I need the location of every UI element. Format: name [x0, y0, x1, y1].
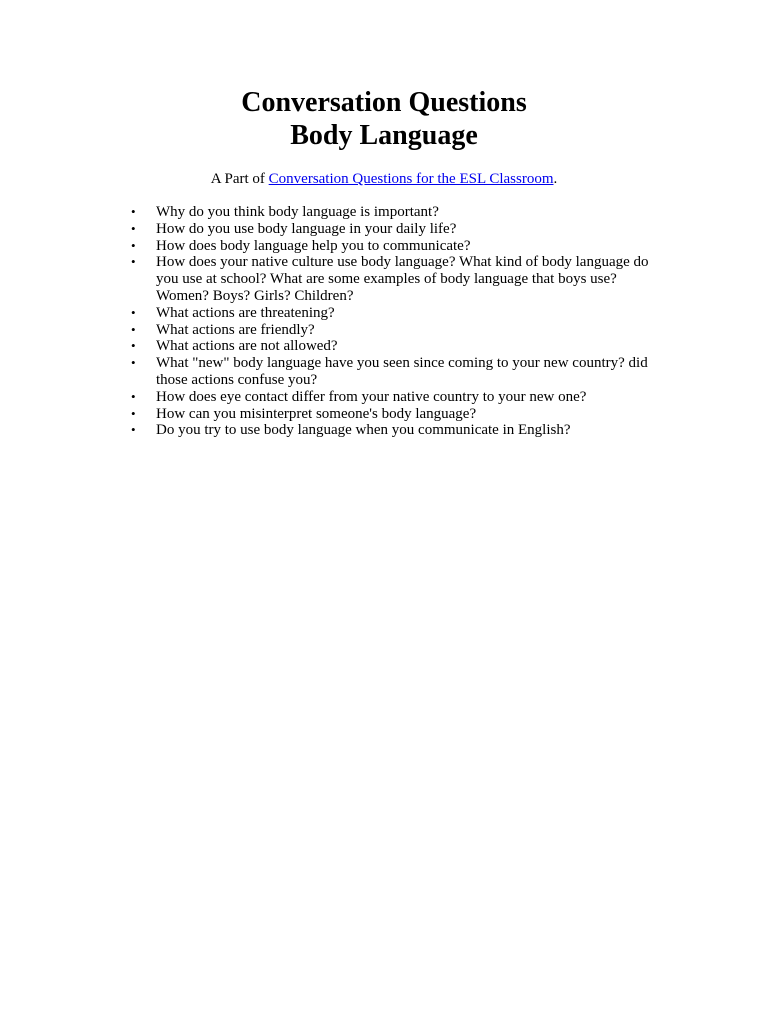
question-text: How can you misinterpret someone's body language?: [156, 405, 477, 422]
question-text: What actions are not allowed?: [156, 338, 338, 355]
subtitle-prefix: A Part of: [210, 171, 269, 187]
bullet-icon: •: [131, 237, 136, 253]
list-item: [131, 388, 656, 406]
page-title: [0, 86, 768, 152]
list-item: [131, 237, 656, 255]
list-item: [131, 304, 656, 322]
title-line-2: Body Language: [290, 120, 478, 151]
bullet-icon: •: [131, 321, 136, 337]
list-item: [131, 220, 656, 238]
list-item: [131, 338, 656, 355]
question-text: What actions are threatening?: [156, 304, 335, 321]
question-text: What "new" body language have you seen since coming to your new country? did those actions confuse you?: [156, 355, 648, 388]
bullet-icon: •: [131, 338, 136, 354]
bullet-icon: •: [131, 422, 136, 438]
bullet-icon: •: [131, 220, 136, 236]
bullet-icon: •: [131, 254, 136, 270]
subtitle: [0, 170, 768, 188]
question-text: How does body language help you to communicate?: [156, 237, 471, 254]
question-list: [131, 204, 656, 439]
list-item: [131, 405, 656, 423]
bullet-icon: •: [131, 405, 136, 421]
esl-classroom-link[interactable]: Conversation Questions for the ESL Classroom: [268, 171, 554, 187]
bullet-icon: •: [131, 388, 136, 404]
title-line-1: Conversation Questions: [241, 87, 527, 118]
question-text: Why do you think body language is important?: [156, 204, 439, 220]
list-item: [131, 321, 656, 339]
bullet-icon: •: [131, 204, 136, 219]
list-item: [131, 355, 656, 389]
question-text: How does eye contact differ from your native country to your new one?: [156, 388, 587, 405]
question-text: How do you use body language in your daily life?: [156, 220, 457, 237]
list-item: [131, 254, 656, 304]
list-item: [131, 422, 656, 439]
question-text: What actions are friendly?: [156, 321, 315, 338]
question-text: Do you try to use body language when you communicate in English?: [156, 422, 571, 439]
bullet-icon: •: [131, 304, 136, 320]
bullet-icon: •: [131, 355, 136, 371]
question-text: How does your native culture use body language? What kind of body language do you use at school? What are some examples of body language that boys use? Women? Boys? Girls? Children?: [156, 254, 649, 304]
subtitle-suffix: .: [553, 171, 558, 187]
list-item: [131, 204, 656, 221]
